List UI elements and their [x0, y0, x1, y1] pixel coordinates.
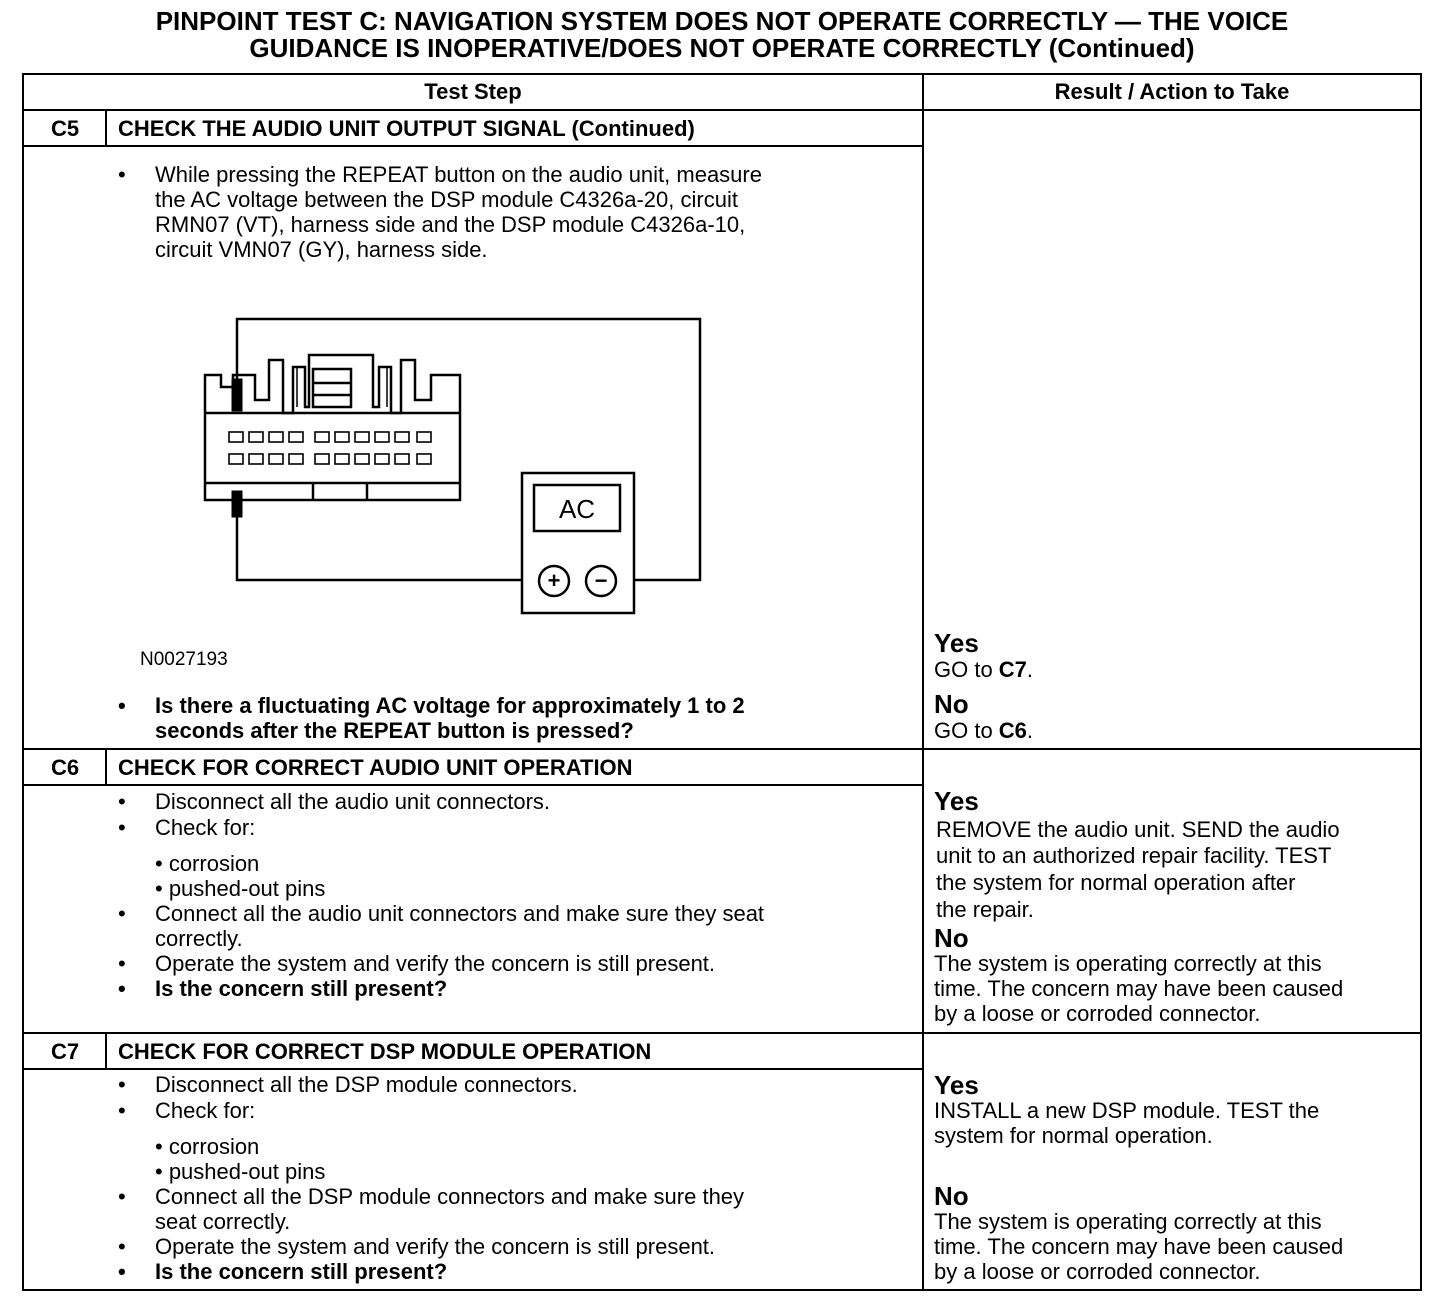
c6-sub-2: • pushed-out pins [155, 876, 326, 901]
c6-yes-label: Yes [934, 786, 979, 816]
c7-bullet-1: • [118, 1072, 126, 1097]
c7-no-line-3: by a loose or corroded connector. [934, 1259, 1261, 1284]
meter-label: AC [558, 494, 596, 524]
c5-no-action [934, 718, 1033, 743]
c6-yes-line-4: the repair. [936, 897, 1034, 922]
c5-row-divider [24, 748, 1420, 750]
c5-instruction-line-4: circuit VMN07 (GY), harness side. [155, 237, 488, 262]
c5-title-divider [24, 145, 922, 147]
c6-no-label: No [934, 923, 969, 953]
c6-bullet-5: • [118, 976, 126, 1001]
c5-bullet-2: • [118, 693, 126, 718]
c6-no-line-3: by a loose or corroded connector. [934, 1001, 1261, 1026]
meter-plus-icon: + [547, 568, 561, 593]
c5-yes-period: . [1026, 657, 1034, 682]
c5-question-line-1: Is there a fluctuating AC voltage for approximately 1 to 2 [155, 693, 745, 718]
c6-row-divider [24, 1032, 1420, 1034]
c7-yes-label: Yes [934, 1070, 979, 1100]
c5-step-id: C5 [50, 116, 80, 141]
c7-title-divider [24, 1068, 922, 1070]
c6-step-3-line-2: correctly. [155, 926, 243, 951]
c6-step-4: Operate the system and verify the concern is still present. [155, 951, 716, 976]
c7-step-3-line-1: Connect all the DSP module connectors and make sure they [155, 1184, 745, 1209]
c5-instruction-line-2: the AC voltage between the DSP module C4326a-20, circuit [155, 187, 738, 212]
c5-yes-label: Yes [934, 628, 979, 658]
c6-yes-line-2: unit to an authorized repair facility. TEST [936, 843, 1332, 868]
c7-yes-line-1: INSTALL a new DSP module. TEST the [934, 1098, 1320, 1123]
c7-bullet-3: • [118, 1184, 126, 1209]
c5-figure-id: N0027193 [140, 649, 228, 670]
c6-step-3-line-1: Connect all the audio unit connectors and make sure they seat [155, 901, 765, 926]
c7-bullet-5: • [118, 1259, 126, 1284]
c7-sub-1: • corrosion [155, 1134, 260, 1159]
title-line-1: PINPOINT TEST C: NAVIGATION SYSTEM DOES NOT OPERATE CORRECTLY — THE VOICE [155, 6, 1289, 36]
column-divider [922, 75, 924, 1289]
c6-question: Is the concern still present? [155, 976, 448, 1001]
c7-bullet-2: • [118, 1098, 126, 1123]
c5-no-label: No [934, 689, 969, 719]
c7-sub-2: • pushed-out pins [155, 1159, 326, 1184]
connector-voltmeter-diagram [195, 305, 715, 625]
c7-no-line-1: The system is operating correctly at this [934, 1209, 1322, 1234]
c6-bullet-3: • [118, 901, 126, 926]
c7-question: Is the concern still present? [155, 1259, 448, 1284]
c5-yes-target-link[interactable]: C7 [998, 657, 1027, 682]
c5-step-title: CHECK THE AUDIO UNIT OUTPUT SIGNAL (Continued) [118, 116, 695, 141]
c7-bullet-4: • [118, 1234, 126, 1259]
c7-no-line-2: time. The concern may have been caused [934, 1234, 1344, 1259]
c5-yes-text: GO to [934, 657, 999, 682]
c7-step-4: Operate the system and verify the concern is still present. [155, 1234, 716, 1259]
c5-question-line-2: seconds after the REPEAT button is pressed? [155, 718, 634, 743]
c6-bullet-4: • [118, 951, 126, 976]
c5-yes-action [934, 657, 1033, 682]
header-test-step: Test Step [424, 79, 522, 104]
page-title [22, 8, 1422, 62]
c7-step-3-line-2: seat correctly. [155, 1209, 291, 1234]
c7-step-2: Check for: [155, 1098, 256, 1123]
meter-minus-icon: − [594, 568, 608, 593]
c6-no-line-1: The system is operating correctly at this [934, 951, 1322, 976]
c6-title-divider [24, 784, 922, 786]
header-divider [24, 109, 1420, 111]
c7-step-1: Disconnect all the DSP module connectors. [155, 1072, 578, 1097]
c6-no-line-2: time. The concern may have been caused [934, 976, 1344, 1001]
header-result: Result / Action to Take [1054, 79, 1290, 104]
c7-yes-line-2: system for normal operation. [934, 1123, 1213, 1148]
c5-no-target-link[interactable]: C6 [998, 718, 1027, 743]
c7-step-title: CHECK FOR CORRECT DSP MODULE OPERATION [118, 1039, 652, 1064]
c5-instruction-line-3: RMN07 (VT), harness side and the DSP module C4326a-10, [155, 212, 746, 237]
c6-step-id: C6 [50, 755, 80, 780]
c6-step-2: Check for: [155, 815, 256, 840]
c5-no-period: . [1026, 718, 1034, 743]
c6-sub-1: • corrosion [155, 851, 260, 876]
c6-step-1: Disconnect all the audio unit connectors. [155, 789, 551, 814]
c5-bullet-1: • [118, 162, 126, 187]
c6-bullet-2: • [118, 815, 126, 840]
c6-bullet-1: • [118, 789, 126, 814]
c6-yes-line-1: REMOVE the audio unit. SEND the audio [936, 817, 1340, 842]
c5-no-text: GO to [934, 718, 999, 743]
c5-instruction-line-1: While pressing the REPEAT button on the audio unit, measure [155, 162, 762, 187]
c7-no-label: No [934, 1181, 969, 1211]
c6-yes-line-3: the system for normal operation after [936, 870, 1296, 895]
c7-step-id: C7 [50, 1039, 80, 1064]
c6-step-title: CHECK FOR CORRECT AUDIO UNIT OPERATION [118, 755, 633, 780]
title-line-2: GUIDANCE IS INOPERATIVE/DOES NOT OPERATE CORRECTLY (Continued) [249, 33, 1195, 63]
